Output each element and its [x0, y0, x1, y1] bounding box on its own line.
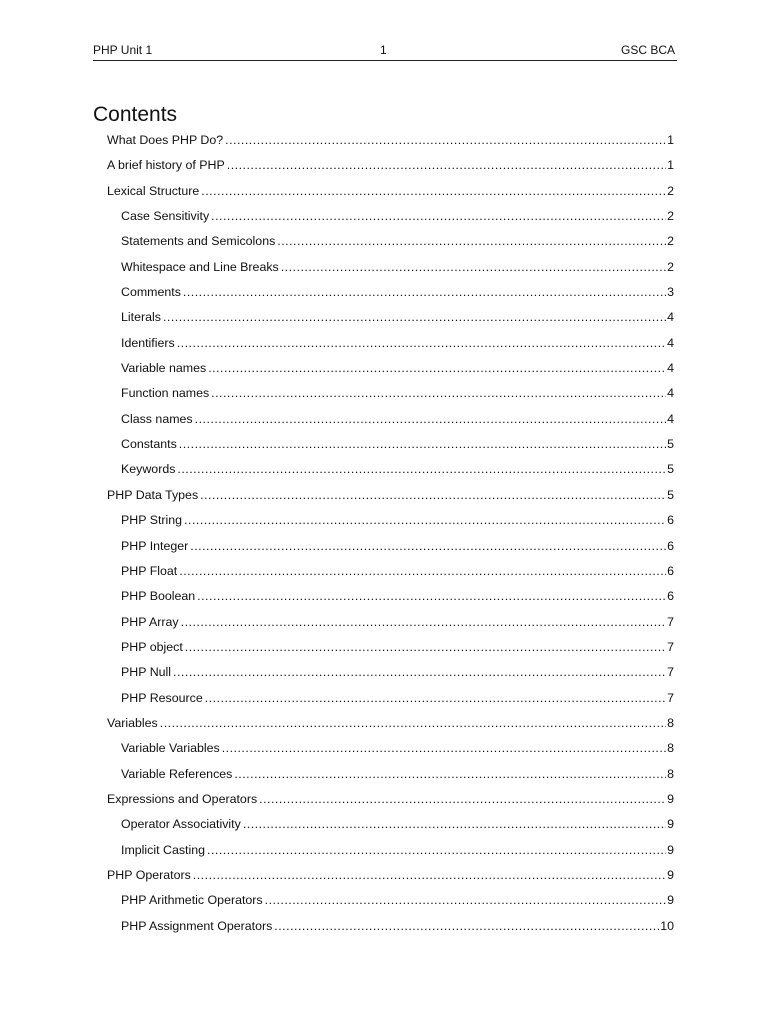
toc-entry-label: PHP Array	[121, 614, 179, 629]
toc-entry[interactable]	[107, 611, 674, 636]
toc-dot-leader	[205, 687, 666, 709]
toc-entry-label: Keywords	[121, 462, 176, 477]
toc-entry-page-number: 6	[667, 538, 674, 553]
toc-entry[interactable]	[107, 737, 674, 762]
toc-entry[interactable]	[107, 180, 674, 205]
toc-dot-leader	[281, 256, 666, 278]
toc-entry-page-number: 8	[667, 715, 674, 730]
toc-entry-label: Expressions and Operators	[107, 791, 258, 806]
header-document-title: PHP Unit 1	[93, 43, 153, 57]
toc-entry-label: Operator Associativity	[121, 817, 241, 832]
toc-entry-label: Comments	[121, 285, 181, 300]
toc-dot-leader	[227, 154, 666, 176]
toc-entry-label: A brief history of PHP	[107, 158, 225, 173]
toc-entry-page-number: 7	[667, 690, 674, 705]
header-page-number: 1	[380, 43, 387, 57]
toc-dot-leader	[195, 408, 666, 430]
toc-entry-page-number: 3	[667, 285, 674, 300]
toc-entry-label: Function names	[121, 386, 210, 401]
toc-entry[interactable]	[107, 230, 674, 255]
toc-entry[interactable]	[107, 408, 674, 433]
toc-entry-page-number: 4	[667, 310, 674, 325]
toc-entry[interactable]	[107, 560, 674, 585]
toc-entry-label: PHP Data Types	[107, 487, 199, 502]
toc-entry[interactable]	[107, 813, 674, 838]
toc-dot-leader	[181, 611, 666, 633]
toc-dot-leader	[193, 864, 666, 886]
toc-entry-label: Variable names	[121, 361, 207, 376]
toc-entry-label: Variable References	[121, 766, 233, 781]
toc-entry-label: Case Sensitivity	[121, 209, 210, 224]
toc-entry-page-number: 5	[667, 437, 674, 452]
toc-entry-label: Variable Variables	[121, 741, 220, 756]
toc-heading: Contents	[93, 103, 178, 126]
toc-entry-page-number: 4	[667, 411, 674, 426]
toc-dot-leader	[225, 129, 666, 151]
toc-dot-leader	[222, 737, 666, 759]
table-of-contents	[107, 129, 674, 940]
toc-entry[interactable]	[107, 687, 674, 712]
toc-dot-leader	[207, 839, 666, 861]
toc-entry[interactable]	[107, 332, 674, 357]
toc-dot-leader	[211, 382, 666, 404]
toc-entry-page-number: 4	[667, 361, 674, 376]
toc-entry-page-number: 9	[667, 893, 674, 908]
toc-entry-page-number: 1	[667, 158, 674, 173]
toc-entry-label: Literals	[121, 310, 161, 325]
toc-dot-leader	[183, 281, 666, 303]
toc-entry-label: Class names	[121, 411, 193, 426]
toc-entry-label: Identifiers	[121, 335, 175, 350]
header-course-name: GSC BCA	[620, 43, 675, 57]
toc-entry[interactable]	[107, 509, 674, 534]
toc-dot-leader	[179, 433, 666, 455]
toc-dot-leader	[177, 458, 666, 480]
toc-dot-leader	[243, 813, 666, 835]
toc-dot-leader	[184, 509, 666, 531]
toc-entry-page-number: 4	[667, 386, 674, 401]
toc-entry[interactable]	[107, 763, 674, 788]
toc-entry-label: Constants	[121, 437, 177, 452]
toc-entry[interactable]	[107, 712, 674, 737]
toc-entry-label: PHP Assignment Operators	[121, 918, 273, 933]
toc-entry-label: PHP String	[121, 513, 183, 528]
toc-entry-page-number: 2	[667, 259, 674, 274]
toc-entry-label: Implicit Casting	[121, 842, 206, 857]
toc-entry-label: PHP Boolean	[121, 589, 196, 604]
toc-entry[interactable]	[107, 382, 674, 407]
toc-entry-page-number: 7	[667, 614, 674, 629]
toc-entry[interactable]	[107, 915, 674, 940]
toc-entry[interactable]	[107, 458, 674, 483]
toc-entry-label: PHP Arithmetic Operators	[121, 893, 263, 908]
toc-entry-page-number: 5	[667, 487, 674, 502]
toc-entry-page-number: 7	[667, 665, 674, 680]
toc-entry-label: Whitespace and Line Breaks	[121, 259, 279, 274]
toc-dot-leader	[274, 915, 659, 937]
toc-entry-page-number: 8	[667, 741, 674, 756]
toc-entry-page-number: 2	[667, 183, 674, 198]
toc-dot-leader	[200, 484, 666, 506]
toc-entry-page-number: 9	[667, 817, 674, 832]
toc-entry-page-number: 6	[667, 589, 674, 604]
toc-entry-page-number: 10	[660, 918, 674, 933]
toc-entry[interactable]	[107, 256, 674, 281]
toc-entry[interactable]	[107, 636, 674, 661]
toc-entry[interactable]	[107, 281, 674, 306]
toc-entry-page-number: 2	[667, 234, 674, 249]
toc-dot-leader	[265, 889, 666, 911]
toc-entry[interactable]	[107, 154, 674, 179]
toc-entry[interactable]	[107, 205, 674, 230]
toc-entry[interactable]	[107, 839, 674, 864]
toc-dot-leader	[234, 763, 666, 785]
toc-entry-label: PHP object	[121, 639, 183, 654]
toc-dot-leader	[259, 788, 666, 810]
toc-dot-leader	[277, 230, 666, 252]
toc-entry-page-number: 2	[667, 209, 674, 224]
toc-entry[interactable]	[107, 535, 674, 560]
toc-entry[interactable]	[107, 306, 674, 331]
toc-dot-leader	[185, 636, 666, 658]
toc-entry-label: Statements and Semicolons	[121, 234, 276, 249]
page-header	[93, 42, 677, 61]
toc-entry[interactable]	[107, 129, 674, 154]
toc-dot-leader	[173, 661, 666, 683]
toc-entry[interactable]	[107, 661, 674, 686]
toc-entry-label: PHP Float	[121, 563, 178, 578]
toc-entry-page-number: 9	[667, 842, 674, 857]
toc-dot-leader	[190, 535, 666, 557]
toc-entry-page-number: 7	[667, 639, 674, 654]
toc-dot-leader	[201, 180, 666, 202]
toc-entry[interactable]	[107, 889, 674, 914]
toc-entry-page-number: 9	[667, 791, 674, 806]
toc-entry-page-number: 4	[667, 335, 674, 350]
toc-entry-page-number: 8	[667, 766, 674, 781]
toc-entry-label: Variables	[107, 715, 158, 730]
toc-entry[interactable]	[107, 585, 674, 610]
toc-dot-leader	[160, 712, 666, 734]
toc-entry-page-number: 9	[667, 867, 674, 882]
toc-dot-leader	[163, 306, 666, 328]
toc-dot-leader	[179, 560, 666, 582]
toc-entry[interactable]	[107, 484, 674, 509]
toc-entry-label: PHP Operators	[107, 867, 191, 882]
toc-entry-label: PHP Null	[121, 665, 172, 680]
toc-dot-leader	[211, 205, 666, 227]
toc-entry-label: PHP Integer	[121, 538, 189, 553]
toc-dot-leader	[197, 585, 666, 607]
toc-entry-page-number: 6	[667, 513, 674, 528]
toc-entry[interactable]	[107, 357, 674, 382]
toc-entry[interactable]	[107, 788, 674, 813]
toc-entry[interactable]	[107, 433, 674, 458]
toc-entry-label: PHP Resource	[121, 690, 203, 705]
toc-entry-page-number: 1	[667, 133, 674, 147]
toc-entry-label: What Does PHP Do?	[107, 133, 224, 147]
toc-entry-page-number: 5	[667, 462, 674, 477]
toc-entry-label: Lexical Structure	[107, 183, 200, 198]
toc-entry-page-number: 6	[667, 563, 674, 578]
toc-dot-leader	[177, 332, 666, 354]
toc-entry[interactable]	[107, 864, 674, 889]
toc-dot-leader	[208, 357, 666, 379]
